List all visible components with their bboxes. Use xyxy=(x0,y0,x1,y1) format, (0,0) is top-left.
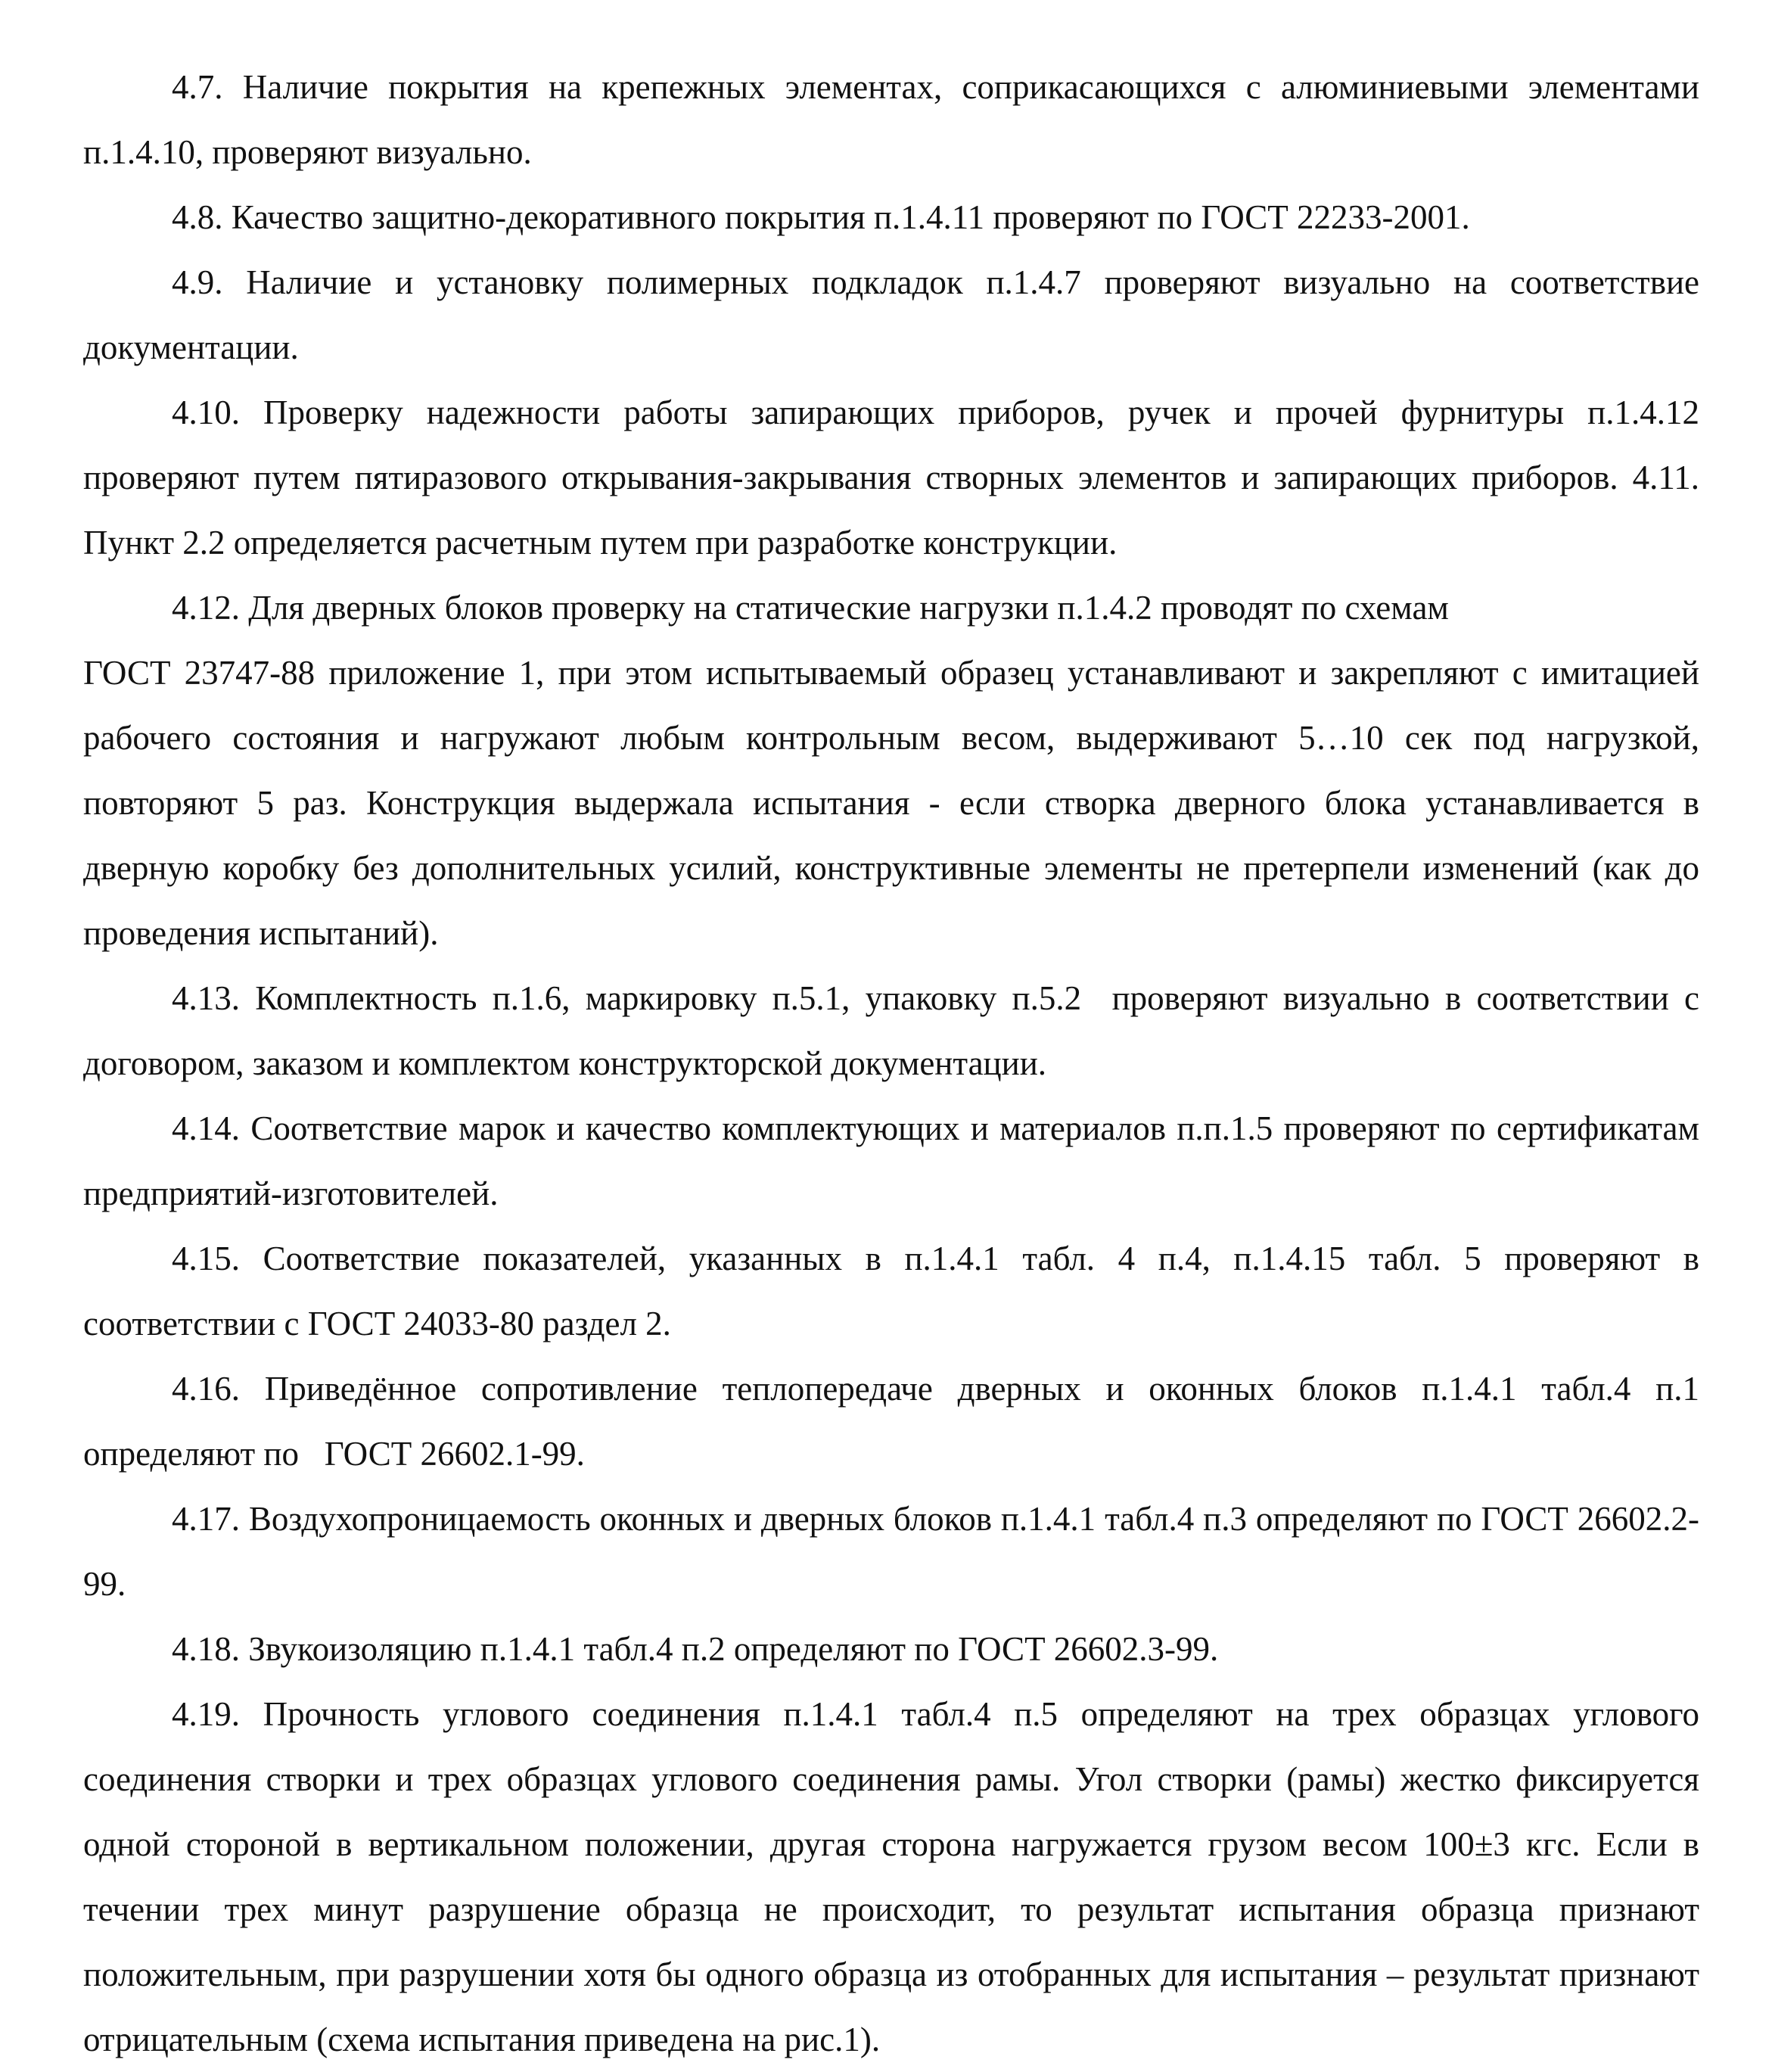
paragraph-4-18: 4.18. Звукоизоляцию п.1.4.1 табл.4 п.2 определяют по ГОСТ 26602.3-99. xyxy=(172,1630,1219,1668)
paragraph-4-15: 4.15. Соответствие показателей, указанных в п.1.4.1 табл. 4 п.4, п.1.4.15 табл. 5 проверяют в соответствии с ГОСТ 24033-80 раздел 2. xyxy=(83,1240,1699,1342)
paragraph-4-12-first-line: 4.12. Для дверных блоков проверку на статические нагрузки п.1.4.2 проводят по схемам xyxy=(172,589,1449,627)
paragraph-4-9: 4.9. Наличие и установку полимерных подкладок п.1.4.7 проверяют визуально на соответствие документации. xyxy=(83,263,1699,366)
paragraph-4-16: 4.16. Приведённое сопротивление теплопередаче дверных и оконных блоков п.1.4.1 табл.4 п.1 определяют по ГОСТ 26602.1-99. xyxy=(83,1370,1708,1473)
paragraph-4-8: 4.8. Качество защитно-декоративного покрытия п.1.4.11 проверяют по ГОСТ 22233-2001. xyxy=(172,198,1470,236)
paragraph-4-19: 4.19. Прочность углового соединения п.1.4.1 табл.4 п.5 определяют на трех образцах углового соединения створки и трех образцах углового соединения рамы. Угол створки (рамы) жестко фиксируется одной стороной в вертикальном положении, другая сторона нагружается грузом весом 100±3 кгс. Если в течении трех минут разрушение образца не происходит, то результат испытания образца признают положительным, при разрушении хотя бы одного образца из отобранных для испытания – результат признают отрицательным (схема испытания приведена на рис.1). xyxy=(83,1695,1699,2058)
paragraph-4-7: 4.7. Наличие покрытия на крепежных элементах, соприкасающихся с алюминиевыми элементами п.1.4.10, проверяют визуально. xyxy=(83,68,1699,171)
paragraph-4-12-body: ГОСТ 23747-88 приложение 1, при этом испытываемый образец устанавливают и закрепляют с имитацией рабочего состояния и нагружают любым контрольным весом, выдерживают 5…10 сек под нагрузкой, повторяют 5 раз. Конструкция выдержала испытания - если створка дверного блока устанавливается в дверную коробку без дополнительных усилий, конструктивные элементы не претерпели изменений (как до проведения испытаний). xyxy=(83,654,1717,952)
paragraph-4-17: 4.17. Воздухопроницаемость оконных и дверных блоков п.1.4.1 табл.4 п.3 определяют по ГОСТ 26602.2-99. xyxy=(83,1500,1699,1603)
paragraph-4-13: 4.13. Комплектность п.1.6, маркировку п.5.1, упаковку п.5.2 проверяют визуально в соответствии с договором, заказом и комплектом конструкторской документации. xyxy=(83,979,1708,1082)
paragraph-4-14: 4.14. Соответствие марок и качество комплектующих и материалов п.п.1.5 проверяют по сертификатам предприятий-изготовителей. xyxy=(83,1109,1699,1212)
paragraph-4-10: 4.10. Проверку надежности работы запирающих приборов, ручек и прочей фурнитуры п.1.4.12 проверяют путем пятиразового открывания-закрывания створных элементов и запирающих приборов. 4.11. Пункт 2.2 определяется расчетным путем при разработке конструкции. xyxy=(83,394,1699,562)
document-page xyxy=(83,54,1717,2072)
